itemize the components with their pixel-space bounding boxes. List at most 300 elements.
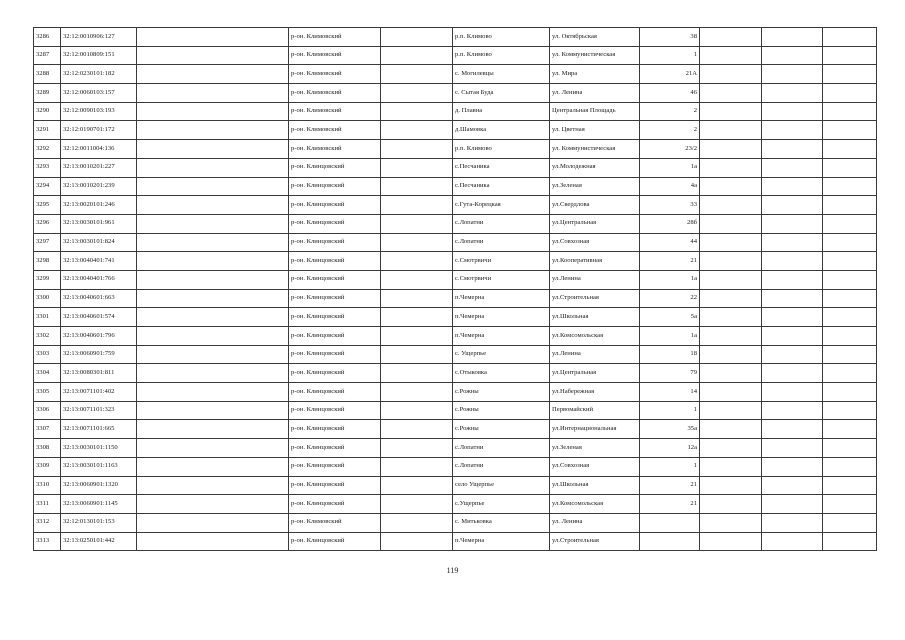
cell-empty [381,140,453,159]
cell-empty [823,140,877,159]
cell-district: р-он. Климовский [289,102,381,121]
cell-row-number: 3313 [34,532,61,551]
cell-empty [700,513,762,532]
cell-empty [381,476,453,495]
table-row [34,84,877,103]
cell-house-number: 21 [640,476,700,495]
cell-empty [762,65,823,84]
cell-district: р-он. Клинцовский [289,420,381,439]
cell-house-number: 33 [640,196,700,215]
cell-empty [381,102,453,121]
table-row [34,439,877,458]
cell-empty [381,532,453,551]
cell-empty [381,439,453,458]
cell-street: ул.Комсомольская [550,327,640,346]
cell-cadastral-number: 32:13:0040401:741 [61,252,137,271]
cell-row-number: 3311 [34,495,61,514]
cell-street: ул.Свердлова [550,196,640,215]
cell-empty [381,401,453,420]
cell-empty [381,28,453,47]
cell-empty [700,439,762,458]
table-row [34,327,877,346]
cell-empty [823,439,877,458]
cell-empty [381,383,453,402]
cell-empty [762,439,823,458]
cell-house-number: 79 [640,364,700,383]
table-row [34,383,877,402]
table-row [34,401,877,420]
cell-cadastral-number: 32:13:0080301:811 [61,364,137,383]
cell-empty [381,270,453,289]
cell-empty [700,158,762,177]
cell-empty [700,214,762,233]
cell-house-number: 22 [640,289,700,308]
cell-empty [762,177,823,196]
cell-empty [137,420,289,439]
cell-row-number: 3306 [34,401,61,420]
cell-cadastral-number: 32:13:0071101:323 [61,401,137,420]
cell-row-number: 3307 [34,420,61,439]
cell-empty [137,364,289,383]
cell-empty [137,46,289,65]
table-row [34,46,877,65]
cell-empty [762,140,823,159]
cell-empty [700,364,762,383]
cell-empty [137,102,289,121]
cell-house-number: 12а [640,439,700,458]
cell-locality: с.Отыковка [453,364,550,383]
cell-empty [381,252,453,271]
cell-cadastral-number: 32:12:0230101:182 [61,65,137,84]
cell-street: ул.Школьная [550,308,640,327]
cell-empty [381,233,453,252]
cell-house-number: 2 [640,102,700,121]
cell-empty [700,252,762,271]
cell-cadastral-number: 32:13:0030101:824 [61,233,137,252]
cell-empty [700,102,762,121]
cell-district: р-он. Климовский [289,65,381,84]
cell-empty [823,214,877,233]
cell-locality: р.п. Климово [453,28,550,47]
cell-district: р-он. Клинцовский [289,308,381,327]
registry-table [33,27,877,551]
cell-empty [823,121,877,140]
cell-empty [381,457,453,476]
cell-cadastral-number: 32:12:0011004:136 [61,140,137,159]
cell-district: р-он. Клинцовский [289,270,381,289]
cell-locality: с.Лопатни [453,214,550,233]
cell-empty [823,345,877,364]
cell-empty [823,28,877,47]
cell-empty [137,383,289,402]
cell-street: ул. Ленина [550,513,640,532]
cell-locality: с.Рожны [453,383,550,402]
cell-house-number: 1а [640,327,700,346]
cell-street: ул.Зеленая [550,439,640,458]
cell-house-number [640,532,700,551]
cell-street: Первомайский [550,401,640,420]
cell-empty [823,327,877,346]
cell-empty [137,289,289,308]
cell-district: р-он. Клинцовский [289,196,381,215]
cell-house-number: 21А [640,65,700,84]
cell-empty [381,177,453,196]
cell-street: ул.Интернациональная [550,420,640,439]
cell-cadastral-number: 32:13:0071101:665 [61,420,137,439]
cell-empty [762,252,823,271]
cell-row-number: 3287 [34,46,61,65]
cell-empty [823,457,877,476]
cell-row-number: 3295 [34,196,61,215]
cell-house-number [640,513,700,532]
cell-row-number: 3292 [34,140,61,159]
cell-street: ул.Зеленая [550,177,640,196]
cell-empty [762,364,823,383]
cell-empty [381,65,453,84]
cell-empty [762,513,823,532]
table-row [34,457,877,476]
cell-locality: с.Рожны [453,420,550,439]
cell-district: р-он. Климовский [289,46,381,65]
cell-row-number: 3293 [34,158,61,177]
cell-empty [762,383,823,402]
cell-locality: р.п. Климово [453,46,550,65]
cell-empty [700,84,762,103]
cell-street: ул.Строительная [550,289,640,308]
cell-locality: с.Лопатни [453,457,550,476]
cell-empty [823,383,877,402]
cell-empty [823,65,877,84]
cell-locality: р.п. Климово [453,140,550,159]
cell-street: ул.Центральная [550,214,640,233]
cell-street: ул. Мира [550,65,640,84]
cell-locality: с.Смотрвичи [453,252,550,271]
cell-row-number: 3290 [34,102,61,121]
cell-house-number: 44 [640,233,700,252]
cell-empty [137,214,289,233]
cell-row-number: 3288 [34,65,61,84]
table-row [34,140,877,159]
cell-street: ул. Коммунистическая [550,140,640,159]
cell-street: ул.Комсомольская [550,495,640,514]
cell-empty [762,457,823,476]
cell-cadastral-number: 32:13:0060901:759 [61,345,137,364]
cell-street: ул.Кооперативная [550,252,640,271]
cell-district: р-он. Клинцовский [289,401,381,420]
cell-house-number: 21 [640,495,700,514]
cell-empty [137,495,289,514]
cell-empty [137,476,289,495]
cell-empty [700,233,762,252]
cell-empty [381,289,453,308]
cell-locality: с. Могилевцы [453,65,550,84]
cell-row-number: 3302 [34,327,61,346]
cell-district: р-он. Клинцовский [289,495,381,514]
cell-house-number: 35а [640,420,700,439]
cell-row-number: 3312 [34,513,61,532]
cell-locality: с.Песчаника [453,158,550,177]
cell-row-number: 3296 [34,214,61,233]
cell-cadastral-number: 32:13:0030101:961 [61,214,137,233]
cell-empty [762,196,823,215]
cell-house-number: 46 [640,84,700,103]
cell-district: р-он. Клинцовский [289,233,381,252]
cell-street: ул.Молодежная [550,158,640,177]
cell-empty [137,121,289,140]
cell-empty [823,46,877,65]
cell-empty [137,177,289,196]
cell-locality: п.Чемерна [453,327,550,346]
cell-street: ул.Строительная [550,532,640,551]
cell-house-number: 1 [640,401,700,420]
cell-empty [823,532,877,551]
cell-empty [762,495,823,514]
cell-house-number: 4а [640,177,700,196]
cell-cadastral-number: 32:12:0190701:172 [61,121,137,140]
table-row [34,364,877,383]
cell-empty [823,177,877,196]
cell-house-number: 5а [640,308,700,327]
cell-street: ул.Центральная [550,364,640,383]
cell-district: р-он. Клинцовский [289,532,381,551]
cell-district: р-он. Климовский [289,140,381,159]
cell-district: р-он. Клинцовский [289,364,381,383]
cell-empty [700,308,762,327]
cell-street: ул.Набережная [550,383,640,402]
cell-house-number: 18 [640,345,700,364]
cell-street: ул. Октябрьская [550,28,640,47]
cell-empty [137,345,289,364]
cell-empty [137,252,289,271]
cell-empty [381,308,453,327]
cell-empty [700,532,762,551]
cell-cadastral-number: 32:13:0020101:246 [61,196,137,215]
cell-district: р-он. Клинцовский [289,252,381,271]
cell-empty [762,84,823,103]
table-row [34,270,877,289]
cell-house-number: 21 [640,252,700,271]
cell-empty [137,270,289,289]
cell-street: ул. Ленина [550,84,640,103]
cell-district: р-он. Клинцовский [289,158,381,177]
table-row [34,532,877,551]
cell-row-number: 3299 [34,270,61,289]
cell-district: р-он. Клинцовский [289,345,381,364]
cell-row-number: 3297 [34,233,61,252]
cell-empty [381,196,453,215]
cell-empty [137,439,289,458]
cell-district: р-он. Климовский [289,28,381,47]
cell-row-number: 3305 [34,383,61,402]
table-row [34,28,877,47]
page-number: 119 [446,566,459,575]
cell-locality: с.Ущерпье [453,495,550,514]
cell-empty [381,513,453,532]
cell-empty [762,121,823,140]
cell-empty [381,214,453,233]
cell-empty [137,532,289,551]
cell-empty [700,270,762,289]
cell-empty [700,28,762,47]
cell-empty [762,46,823,65]
cell-row-number: 3298 [34,252,61,271]
cell-street: ул. Цветная [550,121,640,140]
cell-district: р-он. Клинцовский [289,476,381,495]
cell-empty [700,457,762,476]
cell-empty [762,158,823,177]
table-row [34,252,877,271]
cell-empty [823,252,877,271]
table-row [34,345,877,364]
cell-row-number: 3286 [34,28,61,47]
cell-empty [137,401,289,420]
cell-row-number: 3289 [34,84,61,103]
cell-locality: п.Чемерна [453,532,550,551]
table-row [34,476,877,495]
cell-district: р-он. Клинцовский [289,327,381,346]
cell-empty [700,420,762,439]
cell-cadastral-number: 32:13:0030101:1163 [61,457,137,476]
cell-empty [381,327,453,346]
cell-row-number: 3301 [34,308,61,327]
cell-empty [137,457,289,476]
cell-street: ул.Ленина [550,270,640,289]
cell-row-number: 3300 [34,289,61,308]
cell-empty [137,308,289,327]
cell-row-number: 3294 [34,177,61,196]
cell-empty [700,476,762,495]
cell-empty [700,177,762,196]
cell-cadastral-number: 32:13:0040601:796 [61,327,137,346]
cell-empty [823,401,877,420]
cell-locality: д.Шамовка [453,121,550,140]
cell-cadastral-number: 32:13:0060901:1320 [61,476,137,495]
cell-house-number: 38 [640,28,700,47]
cell-row-number: 3303 [34,345,61,364]
cell-empty [137,158,289,177]
cell-empty [762,345,823,364]
cell-district: р-он. Климовский [289,84,381,103]
cell-cadastral-number: 32:13:0040601:663 [61,289,137,308]
cell-empty [762,327,823,346]
cell-empty [823,513,877,532]
cell-locality: с.Смотрвичи [453,270,550,289]
table-row [34,308,877,327]
registry-table-body [34,28,877,551]
cell-empty [381,420,453,439]
cell-empty [762,532,823,551]
cell-empty [823,196,877,215]
table-row [34,196,877,215]
cell-empty [137,28,289,47]
cell-street: Центральная Площадь [550,102,640,121]
cell-cadastral-number: 32:13:0040601:574 [61,308,137,327]
cell-empty [823,84,877,103]
cell-street: ул. Коммунистическая [550,46,640,65]
cell-locality: село Ущерпье [453,476,550,495]
cell-empty [762,102,823,121]
cell-empty [700,196,762,215]
cell-cadastral-number: 32:13:0250101:442 [61,532,137,551]
cell-empty [823,158,877,177]
cell-empty [762,289,823,308]
cell-street: ул.Школьная [550,476,640,495]
cell-street: ул.Совхозная [550,457,640,476]
cell-row-number: 3304 [34,364,61,383]
cell-empty [823,270,877,289]
cell-house-number: 1а [640,270,700,289]
cell-row-number: 3309 [34,457,61,476]
cell-empty [823,308,877,327]
table-row [34,121,877,140]
cell-cadastral-number: 32:13:0010201:227 [61,158,137,177]
table-row [34,233,877,252]
cell-empty [762,214,823,233]
table-row [34,65,877,84]
table-row [34,289,877,308]
cell-empty [381,121,453,140]
cell-cadastral-number: 32:13:0071101:402 [61,383,137,402]
cell-empty [700,495,762,514]
cell-empty [137,513,289,532]
cell-empty [700,345,762,364]
cell-empty [762,270,823,289]
cell-cadastral-number: 32:13:0040401:766 [61,270,137,289]
table-row [34,513,877,532]
cell-house-number: 2 [640,121,700,140]
table-row [34,102,877,121]
cell-district: р-он. Клинцовский [289,439,381,458]
cell-empty [700,383,762,402]
cell-empty [762,28,823,47]
cell-empty [700,121,762,140]
cell-house-number: 23/2 [640,140,700,159]
cell-cadastral-number: 32:13:0030101:1150 [61,439,137,458]
cell-street: ул.Совхозная [550,233,640,252]
cell-locality: с.Песчаника [453,177,550,196]
cell-empty [823,289,877,308]
cell-empty [137,196,289,215]
cell-locality: с.Лопатни [453,439,550,458]
cell-street: ул.Ленина [550,345,640,364]
cell-empty [823,364,877,383]
table-row [34,177,877,196]
cell-empty [137,84,289,103]
cell-cadastral-number: 32:12:0010906:127 [61,28,137,47]
cell-cadastral-number: 32:12:0090103:193 [61,102,137,121]
cell-empty [381,158,453,177]
cell-empty [762,476,823,495]
cell-district: р-он. Климовский [289,121,381,140]
cell-empty [823,495,877,514]
cell-house-number: 1а [640,158,700,177]
cell-cadastral-number: 32:12:0010809:151 [61,46,137,65]
cell-house-number: 28б [640,214,700,233]
cell-house-number: 1 [640,457,700,476]
cell-house-number: 1 [640,46,700,65]
cell-empty [700,327,762,346]
cell-empty [700,46,762,65]
cell-empty [762,401,823,420]
cell-row-number: 3310 [34,476,61,495]
cell-district: р-он. Климовский [289,513,381,532]
cell-cadastral-number: 32:12:0130101:153 [61,513,137,532]
cell-cadastral-number: 32:13:0010201:239 [61,177,137,196]
table-row [34,214,877,233]
cell-empty [381,495,453,514]
cell-house-number: 14 [640,383,700,402]
cell-district: р-он. Клинцовский [289,383,381,402]
